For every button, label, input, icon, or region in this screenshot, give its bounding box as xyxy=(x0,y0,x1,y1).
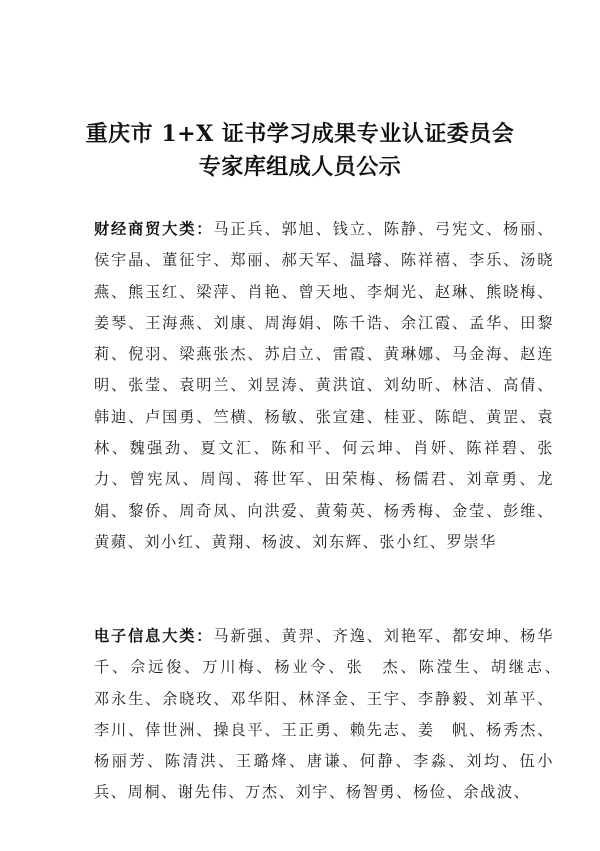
document-title-line-2: 专家库组成人员公示 xyxy=(198,154,402,180)
category-label: 财经商贸大类： xyxy=(94,220,214,238)
category-label: 电子信息大类： xyxy=(94,627,214,645)
section-electronic-info xyxy=(94,621,571,809)
section-finance-trade xyxy=(94,214,554,558)
expert-names: 马新强、黄羿、齐逸、刘艳军、都安坤、杨华千、佘远俊、万川梅、杨业令、张 杰、陈滢生、胡继志、 邓永生、余晓玫、邓华阳、林泽金、王宇、李静毅、刘革平、李川、倖世洲、操良平、王正勇、赖先志、姜 帆、杨秀杰、杨丽芳、陈清洪、王璐烽、唐谦、何静、李淼、刘均、伍小兵、周桐、谢先伟、万杰、刘宇、杨智勇、杨俭、余战波、 xyxy=(94,627,571,802)
expert-names: 马正兵、郭旭、钱立、陈静、弓宪文、杨丽、侯宇晶、董征宇、郑丽、郝天军、温璿、陈祥禧、李乐、汤晓燕、熊玉红、梁萍、肖艳、曾天地、李炯光、赵琳、熊晓梅、姜琴、王海燕、刘康、周海娟、陈千诰、余江霞、孟华、田黎莉、倪羽、梁燕张杰、苏启立、雷霞、黄琳娜、马金海、赵连明、张莹、袁明兰、刘昱涛、黄洪谊、刘幼昕、林洁、高倩、韩迪、卢国勇、竺横、杨敏、张宣建、桂亚、陈皑、黄罡、袁林、魏强劲、夏文汇、陈和平、何云坤、肖妍、陈祥碧、张力、曾宪凤、周闯、蒋世军、田荣梅、杨儒君、刘章勇、龙娟、黎侨、周奇凤、向洪爱、黄菊英、杨秀梅、金莹、彭维、黄蘋、刘小红、黄翔、杨波、刘东辉、张小红、罗崇华 xyxy=(94,220,554,551)
document-title-line-1: 重庆市 1+X 证书学习成果专业认证委员会 xyxy=(85,121,515,147)
